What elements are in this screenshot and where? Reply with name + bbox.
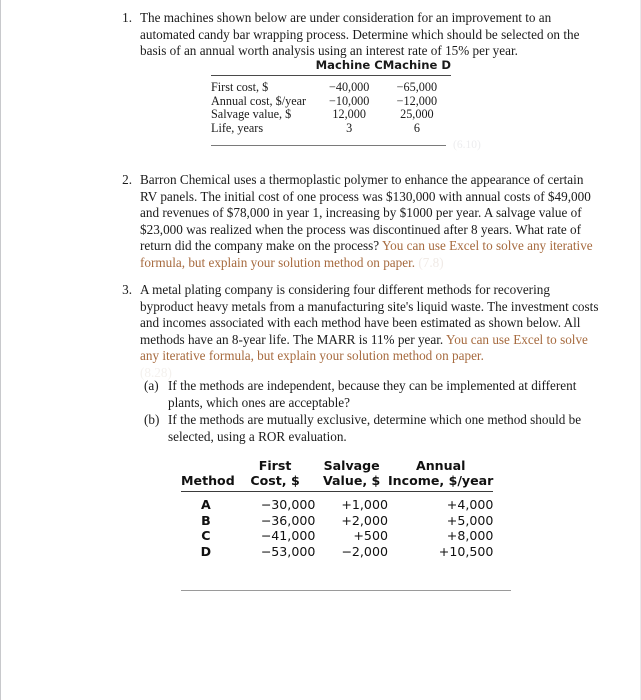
subitem-a-text: If the methods are independent, because they can be implemented at different plants, which ones are acceptable? bbox=[168, 378, 577, 410]
methods-col-method bbox=[181, 458, 235, 489]
machines-row-label: Salvage value, $ bbox=[211, 107, 292, 122]
methods-col-first-cost-line2: Cost, $ bbox=[250, 473, 300, 488]
problem-2-number: 2. bbox=[122, 172, 132, 187]
problem-3 bbox=[114, 282, 601, 382]
methods-col-salvage-value-line1: Salvage bbox=[323, 458, 380, 473]
methods-cell-method: C bbox=[201, 528, 211, 543]
machines-col-machine-c: Machine C bbox=[315, 58, 383, 72]
methods-cell-first-cost: −41,000 bbox=[260, 528, 316, 543]
table-row bbox=[211, 122, 451, 136]
problem-2-reference: (7.8) bbox=[415, 254, 444, 270]
table-row bbox=[181, 544, 493, 560]
machines-table-bottom-rule bbox=[211, 145, 446, 146]
table-row bbox=[211, 81, 451, 95]
methods-col-salvage-value-line2: Value, $ bbox=[323, 473, 381, 488]
methods-cell-annual-income: +5,000 bbox=[446, 512, 494, 528]
methods-cell-first-cost: −53,000 bbox=[260, 543, 316, 559]
methods-col-annual-income-line1: Annual bbox=[415, 458, 466, 473]
list-item bbox=[144, 378, 604, 411]
machines-cell-c: 12,000 bbox=[332, 107, 366, 122]
methods-col-annual-income-line2: Income, $/year bbox=[387, 473, 494, 488]
methods-cell-first-cost: −36,000 bbox=[260, 512, 316, 528]
methods-cell-method: A bbox=[200, 497, 211, 512]
problem-3-reference: (8.28) bbox=[140, 364, 172, 380]
machines-cell-c: 3 bbox=[346, 120, 353, 135]
table-row bbox=[211, 108, 451, 122]
machines-cell-d: −65,000 bbox=[396, 80, 438, 94]
machines-col-machine-d: Machine D bbox=[382, 58, 451, 72]
methods-cell-annual-income: +10,500 bbox=[438, 543, 494, 559]
problem-2-text bbox=[140, 172, 599, 272]
methods-col-salvage-value bbox=[315, 458, 388, 489]
methods-col-first-cost-line1: First bbox=[258, 458, 292, 473]
methods-cell-method: D bbox=[200, 543, 212, 559]
problem-3-text bbox=[140, 282, 601, 382]
problem-3-text-plain: A metal plating company is considering four different methods for recovering byproduct heavy metals from a manufacturing site's liquid waste. The investment costs and incomes associated with each method have been estimated as shown below. All methods have an 8-year life. The MARR is 11% per year. bbox=[140, 282, 599, 347]
methods-cell-salvage-value: −2,000 bbox=[341, 543, 388, 559]
methods-cell-annual-income: +4,000 bbox=[446, 497, 494, 512]
methods-cell-first-cost: −30,000 bbox=[260, 497, 316, 512]
problem-2-text-plain: Barron Chemical uses a thermoplastic polymer to enhance the appearance of certain RV panels. The initial cost of one process was $130,000 with annual costs of $49,000 and revenues of $78,000 in year 1, increasing by $1000 per year. A salvage value of $23,000 was realized when the process was discontinued after 8 years. What rate of return did the company make on the process? bbox=[140, 172, 591, 254]
machines-cell-c: −10,000 bbox=[328, 93, 370, 108]
methods-table bbox=[181, 458, 493, 559]
machines-cell-c: −40,000 bbox=[328, 80, 370, 94]
problem-3-text-highlight: You can use Excel to solve any iterative formula, but explain your solution method on paper. bbox=[140, 331, 588, 364]
table-row bbox=[181, 528, 493, 544]
list-item bbox=[144, 412, 604, 445]
machines-row-label: Annual cost, $/year bbox=[211, 93, 307, 108]
machines-cell-d: 25,000 bbox=[400, 107, 434, 122]
table-row bbox=[211, 95, 451, 109]
methods-cell-method: B bbox=[201, 512, 211, 528]
problem-2-text-highlight: You can use Excel to solve any iterative formula, but explain your solution method on paper. bbox=[140, 238, 593, 270]
table-row bbox=[181, 497, 493, 513]
problem-3-subitems bbox=[144, 378, 604, 446]
problem-1-text: The machines shown below are under consideration for an improvement to an automated candy bar wrapping process. Determine which should be selected on the basis of an annual worth analysis using an interest rate of 15% per year. bbox=[140, 10, 580, 59]
methods-cell-annual-income: +8,000 bbox=[446, 528, 494, 543]
subitem-b-text: If the methods are mutually exclusive, determine which one method should be selected, using a ROR evaluation. bbox=[168, 412, 582, 444]
methods-table-bottom-rule bbox=[181, 590, 511, 591]
problem-1-number: 1. bbox=[122, 10, 132, 25]
methods-cell-salvage-value: +1,000 bbox=[341, 497, 388, 512]
subitem-b-label: (b) bbox=[144, 412, 160, 428]
methods-cell-salvage-value: +500 bbox=[353, 528, 388, 543]
subitem-a-label: (a) bbox=[144, 378, 159, 393]
methods-col-annual-income bbox=[388, 458, 493, 489]
machines-cell-d: −12,000 bbox=[396, 93, 438, 108]
machines-row-label: First cost, $ bbox=[211, 80, 269, 94]
problem-2 bbox=[114, 172, 599, 272]
problem-1 bbox=[114, 10, 594, 60]
table-row bbox=[181, 513, 493, 529]
methods-col-first-cost bbox=[235, 458, 316, 489]
methods-cell-salvage-value: +2,000 bbox=[341, 512, 388, 528]
problem-1-reference: (6.10) bbox=[453, 139, 481, 151]
methods-col-method-line2: Method bbox=[181, 473, 235, 488]
machines-row-label: Life, years bbox=[211, 120, 264, 135]
machines-table bbox=[211, 58, 451, 135]
problem-3-number: 3. bbox=[122, 282, 132, 297]
machines-cell-d: 6 bbox=[413, 120, 420, 135]
machines-col-blank bbox=[211, 58, 316, 74]
